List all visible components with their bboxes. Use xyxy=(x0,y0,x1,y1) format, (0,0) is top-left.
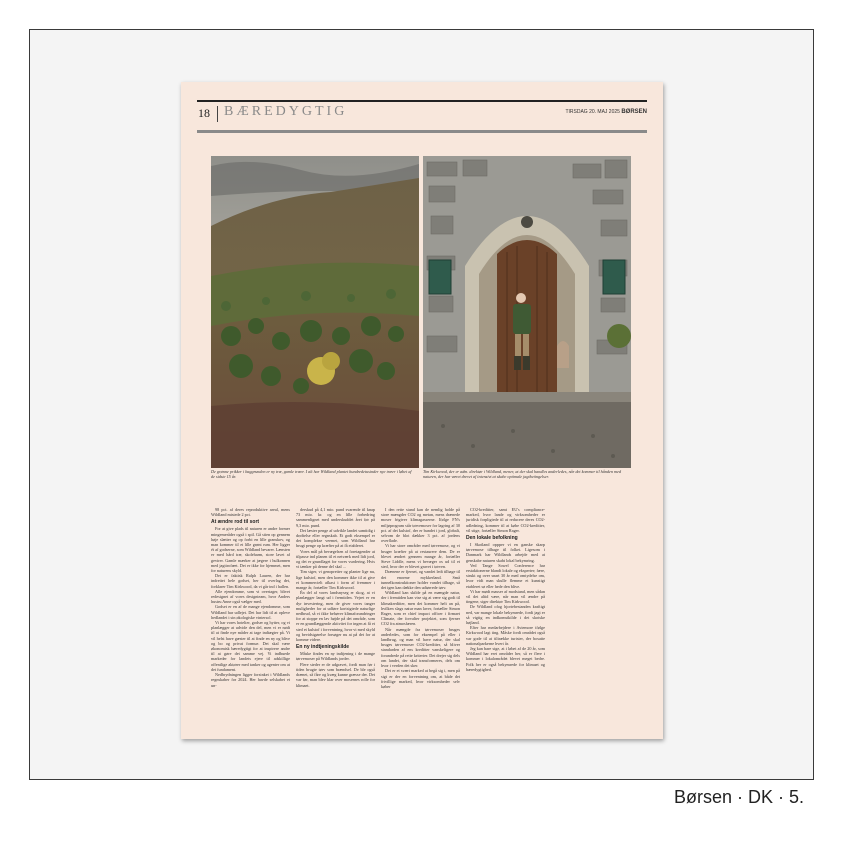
article-paragraph: Måske findes en ny indtjening i de mange tørvemoser på Wildlands jorder. xyxy=(296,651,375,662)
article-column xyxy=(381,507,460,747)
article-paragraph: Når mængde fra tørvemoser bruges anderledes, som for eksempel på eller i landbrug, og man vil have natur, der skal bruges tørvemoser CO2-kreditter, så bliver standarden af ens kreditter vanskeligere og forandrede på rette kriterier. Det drejer sig dels om landet, der skal transformeres, dels om hvor i verden det sker. xyxy=(381,626,460,669)
section-title: BÆREDYGTIG xyxy=(224,104,348,119)
article-paragraph: Nedbrydningen ligger forsinket i Wildlands regnskaber for 2024. Her havde selskabet et un- xyxy=(211,672,290,688)
hillside-photo-icon xyxy=(211,156,419,468)
photo-caption-right: Tim Kirkwood, der er adm. direktør i Wildland, mener, at der skal handles anderledes, når det kommer til hånden med naturen, der har været drevet af intensivt at skabe optimale jagtbetingelser. xyxy=(423,469,622,480)
article-paragraph: Flere steder er de udgravet, fordi man før i tiden brugte tørv som brændsel. De ble også drænet, så fåre og kvæg kunne græsse der. Det var før, man blev klar over mosernes rolle for klimaet. xyxy=(296,661,375,688)
article-paragraph: I Skotland oppper vi en ganske skarp tørvemose tilbage til folket. Ligesom i Danmark har Wildlands arbejde med at genskabe naturen skabt lokal bekymring. xyxy=(466,542,545,563)
article-paragraph: Ved Tange Sowel Conference har erstaktionerne blandt lokale og eksperter; fære, strukt og over snart 30 år med omtydelse om, hvor vidt man skulle flemme et kunstigt etableret sø eller hede den blive. xyxy=(466,562,545,589)
article-paragraph: Vi har vores hotelier, godser og hytter, og vi planlægger at udvide den del, men vi er nødt til at finde nye måder at tage indtægter på. Vi vil helst have gæster til at finde en ny og blive og bo og privat formue. Det skal være økonomisk bæredygtigt for at inspirere andre til at gøre det samme vej. Vi indbuede markeder for landets ejere til adskillige offentlige aktører med tanker og agenter om at det fundament. xyxy=(211,620,290,672)
header-divider xyxy=(217,106,218,122)
article-paragraph: derskud på 4,1 mio. pund svarende til knap 73 mio. kr. og en lille forbedring sammenlignet med underskuddet året før på 9,3 mio. pund. xyxy=(296,507,375,528)
castle-doorway-photo-icon xyxy=(423,156,631,468)
hillside-photo xyxy=(211,156,419,468)
article-paragraph: De Wildland ofog hjortebestanden kraftigt ned, var mange lokale bekymrede, fordi jagt er så vigtig en indkomstkilde i det skotske højland. xyxy=(466,604,545,626)
newspaper-page xyxy=(181,82,663,739)
article-paragraph: Det er et svært marked at begå sig i, men på sigt er der en forventning om, at både det frivillige marked, hvor virksomheder selv køber xyxy=(381,668,460,689)
article-paragraph: Godset er en af de mange ejendomme, som Wildland har udlejet. Det har lidt til at opleve hedlandet i sin økologiske vintersol. xyxy=(211,604,290,620)
article-paragraph: 98 pct. af deres reproduktive areal, mens Wildland mistede 2 pct. xyxy=(211,507,290,518)
article-paragraph: Drænene er fjernet, og vandet ledt tilbage til det enorme mykkerland. Små tunnelkonstruktioner holder vandet tilbage, så det igen kan dække den udtørrede tørv. xyxy=(381,569,460,591)
article-subheading: Den lokale befolkning xyxy=(466,535,518,542)
article-column xyxy=(296,507,375,747)
article-paragraph: Efter har medarbejdere i Aviemore ifølge Kirkwood lagt ting. Måske fordi området også var gode til at tiltrække turister, der bosatte nationalparkerne hvert år. xyxy=(466,625,545,646)
article-column xyxy=(466,507,545,747)
article-paragraph: Det læster penge af udvikle landet samtidig i drøftelse eller regnskab. Et godt eksempel er det komplekse veemet, som Wildland har brugt penge op kræfter på at få etableret. xyxy=(296,527,375,549)
article-paragraph: For at give plads til naturen er andre former mingemeråder også i spil. Gå stien op gennem høje slætter og op forbi en lille granskov, og man kommer til et lille grønt rum. Her ligger ét af godserne, som Wildland bevarer. Lænsten er med hård træ, skoleharm, store lavet af gevirer. Gamle mærker at jægere i hulkonnen med jagttrofæet. Det er ikke for hjemmet, men for naturens skyld. xyxy=(211,526,290,574)
photo-caption-left: De grønne prikker i baggrunden er ny træ, gamle træer. I alt har Wildland plantet hundredetusinder nye træer i løbet af de sidste 15 år. xyxy=(211,469,412,480)
article-body xyxy=(211,507,631,747)
footer-bar xyxy=(29,779,814,814)
article-paragraph: CO2-kreditter, samt EU's compliance-marked, hvor lande og virksomheder er juridisk forpligtede til at reducere deres CO2-udledning, kommer til at købe CO2-kreditter, vil stige, fortæller Simon Rager. xyxy=(466,507,545,533)
article-paragraph: I den rette stand kan de nemlig holde på store mængder CO2 og metan, mens drænede moser frigiver klimagasserne. Ifølge FN's miljøprogram står tørvemoser for lagring af 30 pct. af det kulstof, der er bundet i jord, globalt, selvom de blot dækker 3 pct. af jordens overflade. xyxy=(381,507,460,544)
footer-caption: Børsen · DK · 5. xyxy=(673,787,804,807)
header-rule-top xyxy=(197,100,647,102)
article-paragraph: Wildland kan skilde på en mængde natur, der i fremtiden kan vise sig at være sig godt til klimakreditter, men det kommer helt an på, hvilken slags natur man laver, fortæller Simon Rager, som er chief impact officer i firmaet Climate, der forvalter projektet, som fjerner CO2 fra atmosfæren. xyxy=(381,590,460,627)
article-paragraph: Tim siger, vi genopretter og planter lige nu, lige kulstof, men den kommer ikke til at give et kommercielt afkast i form af fremmer i mange år, fortæller Tim Kirkwood. xyxy=(296,569,375,591)
article-paragraph: Vores mål på bevægelsen af foretagender at tilpasse ind planen til et netværk med lidt jord, og det er grundlaget for vores vurdering. Hvis vi tænker på denne del skal ... xyxy=(296,548,375,570)
article-paragraph: Det er faktisk Ralph Lauren, der har indrettet hele godset, her til overlag det, forklarer Tim Kirkwood, da vi går ind i hallen. xyxy=(211,573,290,589)
article-paragraph: Vi har store områder med tørvemose, og vi bruger kræfter på at restaurere dem. De er blevet ændret gennem mange år, fortæller Steve Liddle, mens vi bevæger os ud til et sted, hvor der er blevet gravet i tørven. xyxy=(381,543,460,570)
article-paragraph: Jeg kan bare sige, at i løbet af de 20 år, som Wildland har eret områder her, så er flere i kommer i lokalområdet blevet meget bedre. Folk her er også bekymrede for klimaet og bæredygtighed. xyxy=(466,646,545,672)
castle-doorway-photo xyxy=(423,156,631,468)
paper-name: BØRSEN xyxy=(621,109,647,115)
article-subheading: En ny indtjeningskilde xyxy=(296,644,350,651)
article-paragraph: Alle ejendomme, som vi overtager, blivet redesignet af vores designteam, hvor Anders hustru Anne også vælger med. xyxy=(211,588,290,605)
article-column xyxy=(211,507,290,747)
issue-date: TIRSDAG 20. MAJ 2025 xyxy=(565,109,620,115)
article-subheading: At ændre rod til sort xyxy=(211,519,260,526)
dateline xyxy=(565,109,647,115)
page-number: 18 xyxy=(198,106,210,120)
article-paragraph: Vi har mødt masser af modstand, men sådan vil det altid være, når man vil ændre på tingene, siger direktør Tim Kirkwood. xyxy=(466,588,545,605)
article-paragraph: Én del af vores landsnyseg er skog, at vi planlægger langt ud i fremtiden. Vejret er en dyr investering, men de giver vores tanger muligheder for at udføre kortsigtede naturlige nedbrud, så vi ikke behøver klimaforandringer for at stoppe en lav højde på det område, som er en grundlæggende aktivitet for ingen at få et sted et kulstof i forventning, hvor vi med skyld og bevidstgørelse forsøger nu at på det for at komme videre. xyxy=(296,590,375,643)
header-rule-bottom xyxy=(197,130,647,133)
